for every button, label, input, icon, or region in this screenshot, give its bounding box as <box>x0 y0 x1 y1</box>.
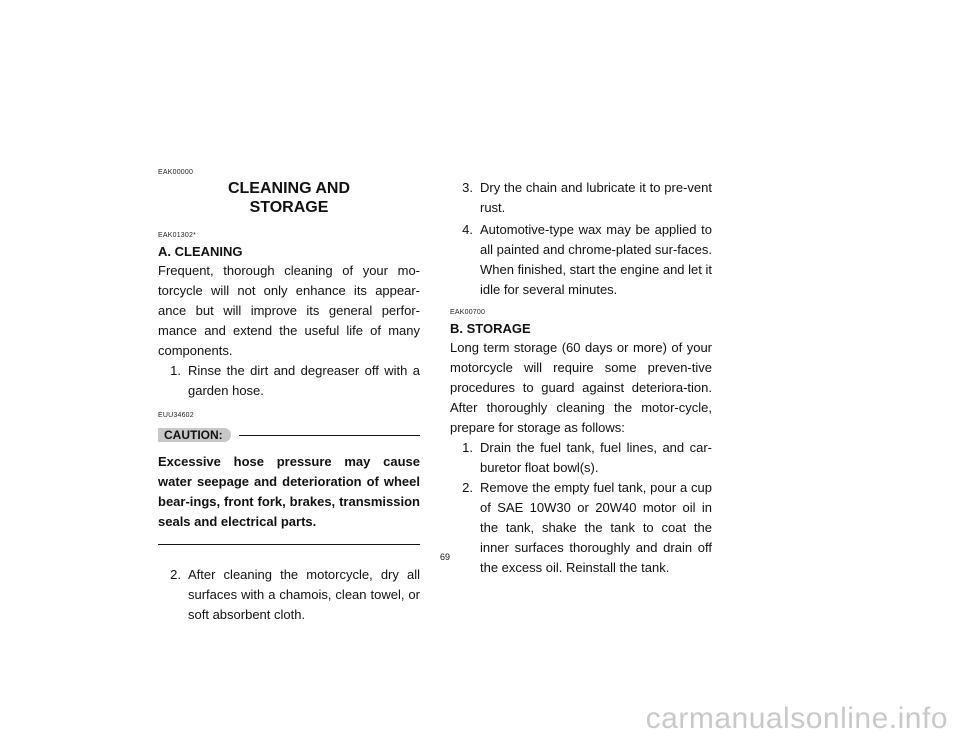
cleaning-intro: Frequent, thorough cleaning of your mo-torcycle will not only enhance its appear-ance but will improve its general perfor-mance and extend the useful life of many components. <box>158 263 420 358</box>
list-item <box>158 565 420 625</box>
cleaning-heading: A. CLEANING <box>158 244 243 259</box>
list-number: 1. <box>170 363 181 378</box>
section-code: EAK01302* <box>158 232 196 239</box>
list-number: 1. <box>462 440 473 455</box>
list-number: 2. <box>170 567 181 582</box>
list-text: Remove the empty fuel tank, pour a cup of SAE 10W30 or 20W40 motor oil in the tank, shake the tank to coat the inner surfaces thoroughly and drain off the excess oil. Reinstall the tank. <box>480 480 712 575</box>
caution-header <box>158 428 420 442</box>
list-item <box>450 478 712 578</box>
divider <box>158 544 420 545</box>
caution-text: Excessive hose pressure may cause water seepage and deterioration of wheel bear-ings, front fork, brakes, transmission seals and electrical parts. <box>158 454 420 529</box>
watermark: carmanualsonline.info <box>645 702 948 735</box>
caution-label: CAUTION: <box>158 428 231 442</box>
storage-heading: B. STORAGE <box>450 321 531 336</box>
storage-intro: Long term storage (60 days or more) of your motorcycle will require some preven-tive procedures to guard against deteriora-tion. After thoroughly cleaning the motor-cycle, prepare for storage as follows: <box>450 340 712 435</box>
list-item <box>158 361 420 401</box>
right-column <box>450 178 712 578</box>
section-code: EAK00700 <box>450 309 486 316</box>
list-text: Rinse the dirt and degreaser off with a garden hose. <box>188 363 420 398</box>
divider <box>239 435 420 436</box>
list-text: Automotive-type wax may be applied to all painted and chrome-plated sur-faces. When finished, start the engine and let it idle for several minutes. <box>480 222 712 297</box>
list-item <box>450 220 712 300</box>
list-text: After cleaning the motorcycle, dry all surfaces with a chamois, clean towel, or soft absorbent cloth. <box>188 567 420 622</box>
page-title: CLEANING AND STORAGE <box>227 180 351 216</box>
list-item <box>450 438 712 478</box>
section-code: EUU34602 <box>158 412 194 419</box>
list-text: Drain the fuel tank, fuel lines, and car-buretor float bowl(s). <box>480 440 712 475</box>
list-number: 3. <box>462 180 473 195</box>
list-number: 4. <box>462 222 473 237</box>
section-code: EAK00000 <box>158 169 194 176</box>
page-number: 69 <box>439 552 450 562</box>
list-text: Dry the chain and lubricate it to pre-vent rust. <box>480 180 712 215</box>
list-item <box>450 178 712 218</box>
list-number: 2. <box>462 480 473 495</box>
